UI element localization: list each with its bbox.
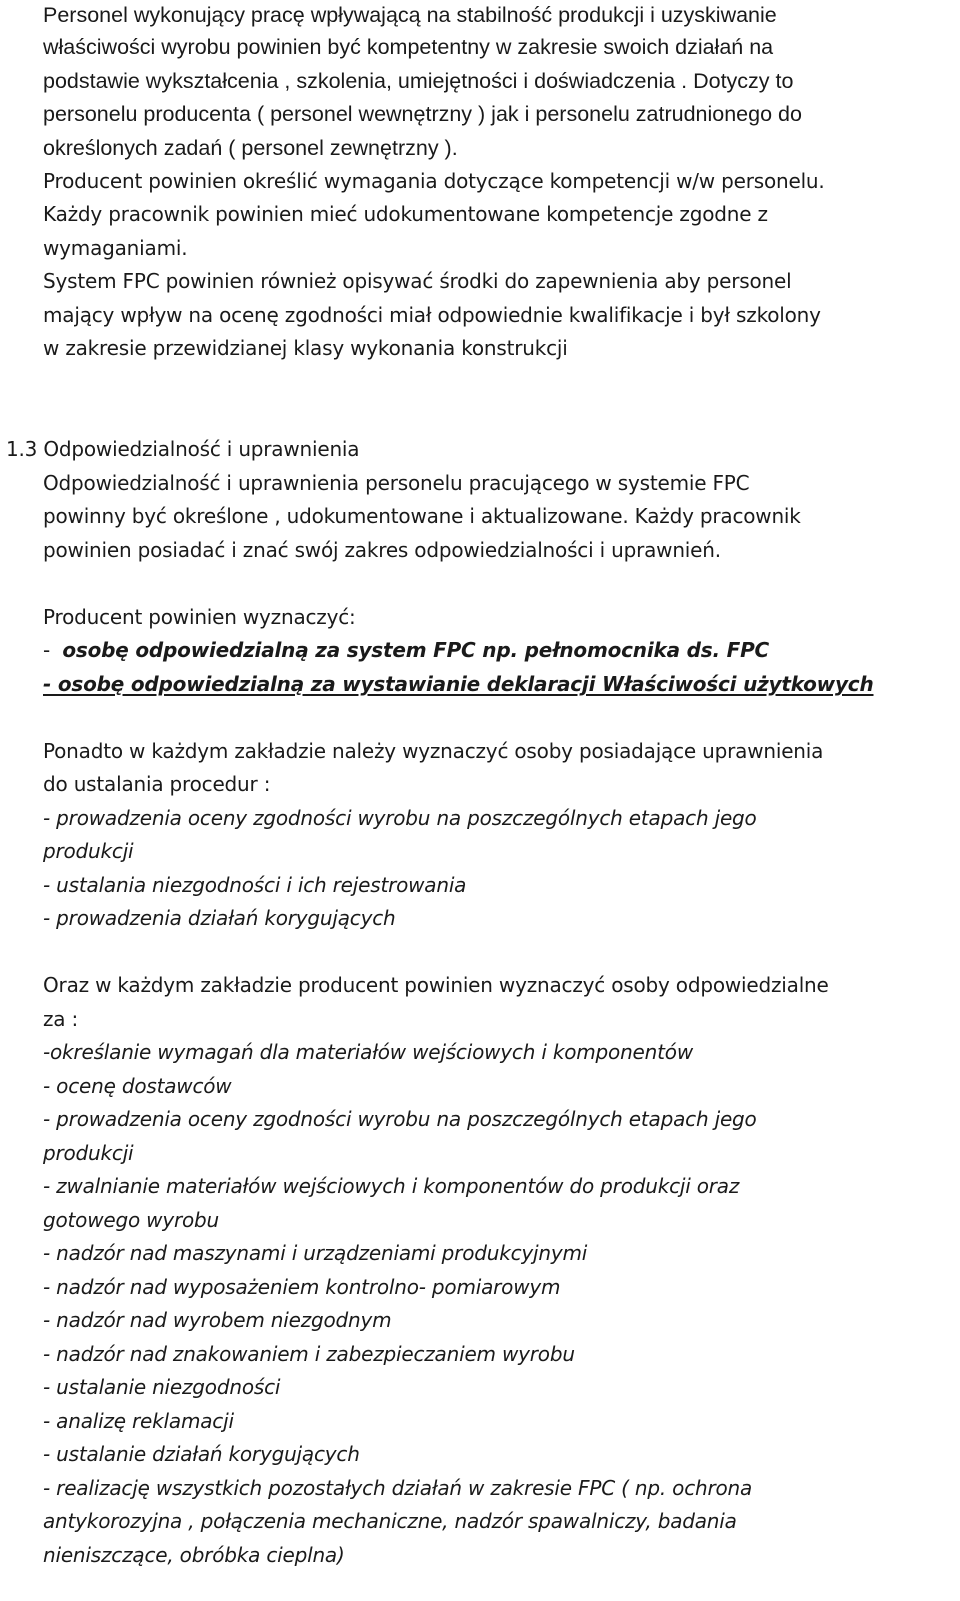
- responsible-item: - nadzór nad wyposażeniem kontrolno- pomiarowym: [43, 1275, 561, 1299]
- intro-line: personelu producenta ( personel wewnętrzny ) jak i personelu zatrudnionego do: [43, 102, 802, 126]
- procedures-item: - prowadzenia oceny zgodności wyrobu na poszczególnych etapach jego: [43, 806, 757, 830]
- designate-item: [43, 635, 769, 665]
- responsible-item: - ustalanie działań korygujących: [43, 1442, 360, 1466]
- designate-intro: Producent powinien wyznaczyć:: [43, 605, 356, 629]
- responsible-item: produkcji: [43, 1141, 134, 1165]
- procedures-item: produkcji: [43, 839, 134, 863]
- section-heading: 1.3 Odpowiedzialność i uprawnienia: [6, 437, 360, 461]
- responsible-intro-line: za :: [43, 1007, 79, 1031]
- designate-item: - osobę odpowiedzialną za wystawianie deklaracji Właściwości użytkowych: [43, 672, 874, 696]
- responsible-item: - zwalnianie materiałów wejściowych i komponentów do produkcji oraz: [43, 1174, 740, 1198]
- responsible-item: - nadzór nad wyrobem niezgodnym: [43, 1308, 392, 1332]
- section-body-line: powinny być określone , udokumentowane i aktualizowane. Każdy pracownik: [43, 504, 801, 528]
- section-body-line: powinien posiadać i znać swój zakres odpowiedzialności i uprawnień.: [43, 538, 721, 562]
- responsible-item: - ocenę dostawców: [43, 1074, 232, 1098]
- responsible-item: - ustalanie niezgodności: [43, 1375, 281, 1399]
- responsible-item: - analizę reklamacji: [43, 1409, 234, 1433]
- intro-line: Personel wykonujący pracę wpływającą na stabilność produkcji i uzyskiwanie: [43, 3, 777, 27]
- competence-line: wymaganiami.: [43, 236, 188, 260]
- list-dash: -: [43, 638, 51, 662]
- competence-line: Producent powinien określić wymagania dotyczące kompetencji w/w personelu.: [43, 169, 825, 193]
- responsible-item: - realizację wszystkich pozostałych działań w zakresie FPC ( np. ochrona: [43, 1476, 753, 1500]
- competence-line: mający wpływ na ocenę zgodności miał odpowiednie kwalifikacje i był szkolony: [43, 303, 821, 327]
- competence-line: Każdy pracownik powinien mieć udokumentowane kompetencje zgodne z: [43, 202, 768, 226]
- responsible-item: nieniszczące, obróbka cieplna): [43, 1543, 345, 1567]
- procedures-item: - prowadzenia działań korygujących: [43, 906, 396, 930]
- responsible-intro-line: Oraz w każdym zakładzie producent powinien wyznaczyć osoby odpowiedzialne: [43, 973, 829, 997]
- responsible-item: - nadzór nad znakowaniem i zabezpieczaniem wyrobu: [43, 1342, 575, 1366]
- procedures-intro-line: do ustalania procedur :: [43, 772, 271, 796]
- procedures-item: - ustalania niezgodności i ich rejestrowania: [43, 873, 467, 897]
- responsible-item: antykorozyjna , połączenia mechaniczne, nadzór spawalniczy, badania: [43, 1509, 737, 1533]
- designate-item-text: osobę odpowiedzialną za system FPC np. pełnomocnika ds. FPC: [62, 638, 770, 662]
- responsible-item: - nadzór nad maszynami i urządzeniami produkcyjnymi: [43, 1241, 588, 1265]
- responsible-item: -określanie wymagań dla materiałów wejściowych i komponentów: [43, 1040, 693, 1064]
- competence-line: System FPC powinien również opisywać środki do zapewnienia aby personel: [43, 269, 792, 293]
- procedures-intro-line: Ponadto w każdym zakładzie należy wyznaczyć osoby posiadające uprawnienia: [43, 739, 824, 763]
- intro-line: podstawie wykształcenia , szkolenia, umiejętności i doświadczenia . Dotyczy to: [43, 69, 794, 93]
- intro-line: właściwości wyrobu powinien być kompetentny w zakresie swoich działań na: [43, 35, 774, 59]
- section-body-line: Odpowiedzialność i uprawnienia personelu pracującego w systemie FPC: [43, 471, 750, 495]
- intro-line: określonych zadań ( personel zewnętrzny ).: [43, 136, 458, 160]
- competence-line: w zakresie przewidzianej klasy wykonania konstrukcji: [43, 336, 568, 360]
- responsible-item: - prowadzenia oceny zgodności wyrobu na poszczególnych etapach jego: [43, 1107, 757, 1131]
- responsible-item: gotowego wyrobu: [43, 1208, 219, 1232]
